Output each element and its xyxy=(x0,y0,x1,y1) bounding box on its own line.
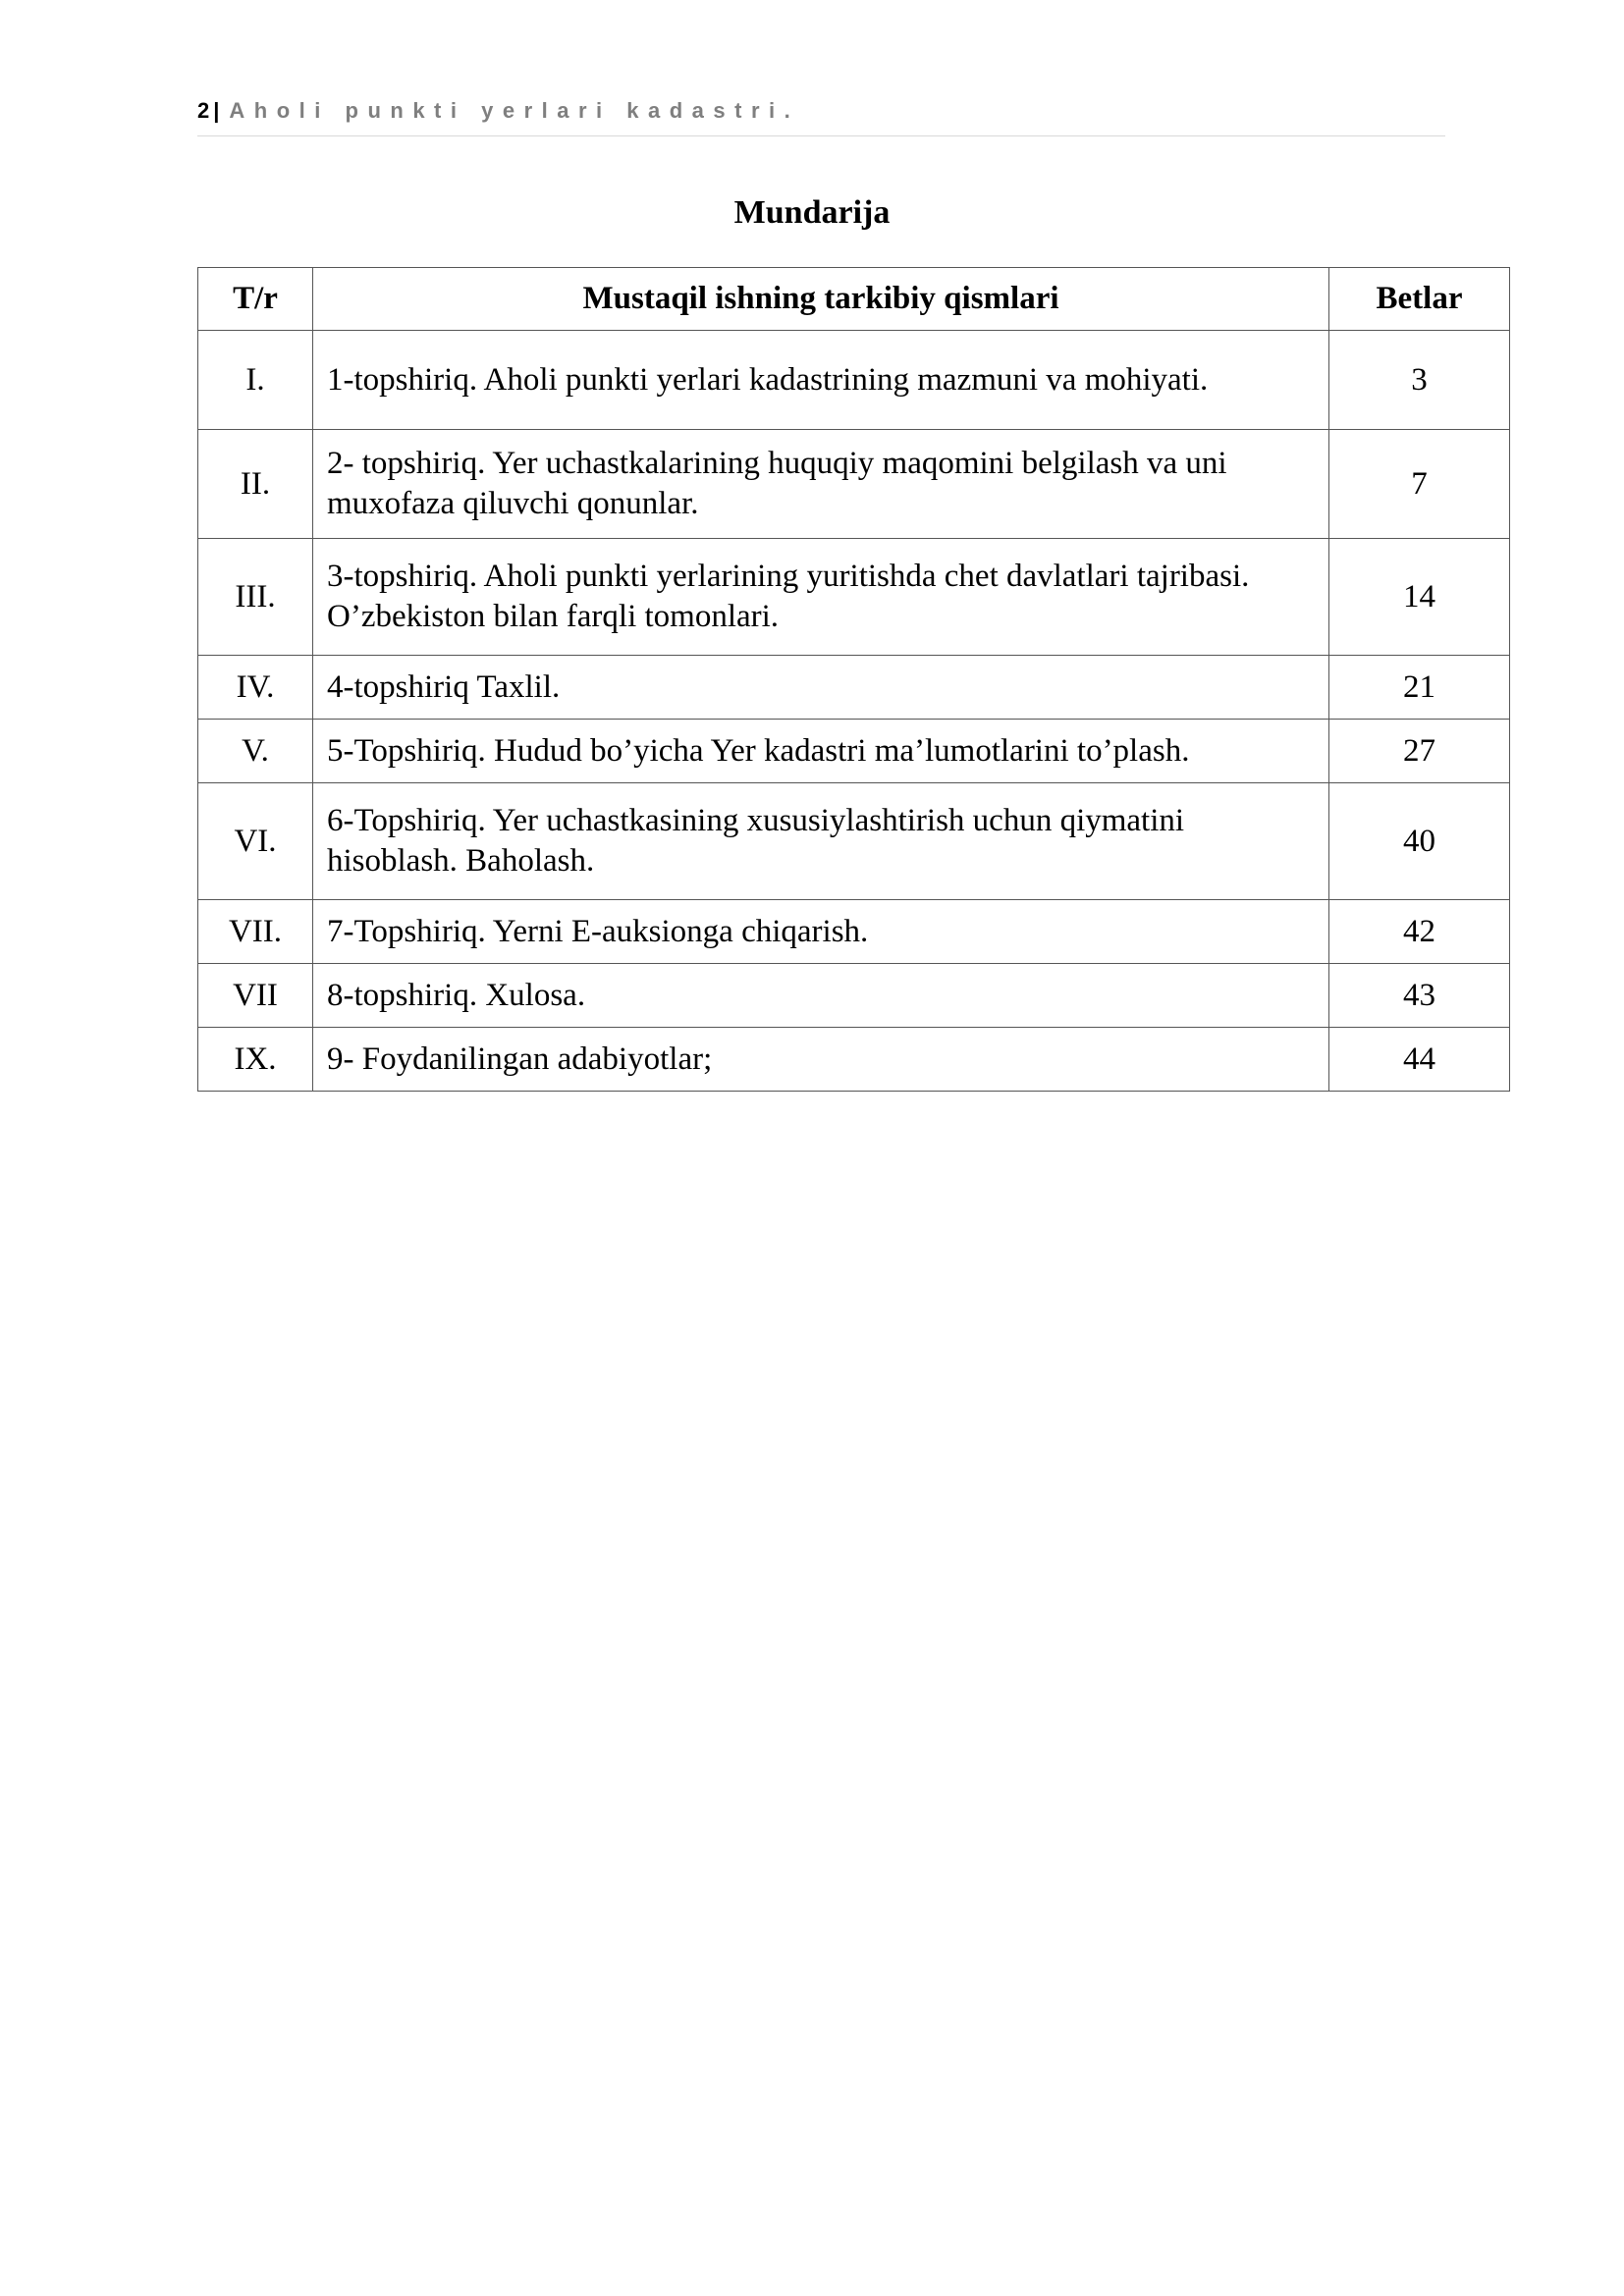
row-number: VII. xyxy=(198,900,313,964)
table-of-contents xyxy=(197,267,1510,1092)
row-number: I. xyxy=(198,331,313,430)
page-header xyxy=(197,98,1445,136)
running-title: Aholi punkti yerlari kadastri. xyxy=(229,98,800,123)
row-number: VII xyxy=(198,964,313,1028)
row-title: 8-topshiriq. Xulosa. xyxy=(313,964,1329,1028)
row-title: 1-topshiriq. Aholi punkti yerlari kadastrining mazmuni va mohiyati. xyxy=(313,331,1329,430)
row-page: 7 xyxy=(1329,430,1510,539)
column-header-number: T/r xyxy=(198,268,313,331)
table-header-row xyxy=(198,268,1510,331)
column-header-pages: Betlar xyxy=(1329,268,1510,331)
row-number: VI. xyxy=(198,783,313,900)
row-number: III. xyxy=(198,539,313,656)
table-row xyxy=(198,964,1510,1028)
row-page: 40 xyxy=(1329,783,1510,900)
row-number: II. xyxy=(198,430,313,539)
document-title: Mundarija xyxy=(733,194,891,231)
table-row xyxy=(198,783,1510,900)
table-row xyxy=(198,331,1510,430)
row-page: 44 xyxy=(1329,1028,1510,1092)
row-title: 2- topshiriq. Yer uchastkalarining huquqiy maqomini belgilash va uni muxofaza qiluvchi qonunlar. xyxy=(313,430,1329,539)
row-title: 9- Foydanilingan adabiyotlar; xyxy=(313,1028,1329,1092)
header-separator: | xyxy=(213,98,220,123)
row-number: V. xyxy=(198,720,313,783)
row-title: 6-Topshiriq. Yer uchastkasining xususiylashtirish uchun qiymatini hisoblash. Baholash. xyxy=(313,783,1329,900)
column-header-title: Mustaqil ishning tarkibiy qismlari xyxy=(313,268,1329,331)
row-page: 42 xyxy=(1329,900,1510,964)
row-page: 3 xyxy=(1329,331,1510,430)
row-page: 21 xyxy=(1329,656,1510,720)
row-title: 4-topshiriq Taxlil. xyxy=(313,656,1329,720)
table-row xyxy=(198,720,1510,783)
row-title: 5-Topshiriq. Hudud bo’yicha Yer kadastri ma’lumotlarini to’plash. xyxy=(313,720,1329,783)
row-page: 27 xyxy=(1329,720,1510,783)
table-row xyxy=(198,539,1510,656)
table-row xyxy=(198,900,1510,964)
row-title: 3-topshiriq. Aholi punkti yerlarining yuritishda chet davlatlari tajribasi. O’zbekiston bilan farqli tomonlari. xyxy=(313,539,1329,656)
page-number: 2 xyxy=(197,98,212,123)
table-row xyxy=(198,656,1510,720)
table-row xyxy=(198,1028,1510,1092)
row-number: IV. xyxy=(198,656,313,720)
row-page: 14 xyxy=(1329,539,1510,656)
row-number: IX. xyxy=(198,1028,313,1092)
table-row xyxy=(198,430,1510,539)
row-title: 7-Topshiriq. Yerni E-auksionga chiqarish. xyxy=(313,900,1329,964)
row-page: 43 xyxy=(1329,964,1510,1028)
